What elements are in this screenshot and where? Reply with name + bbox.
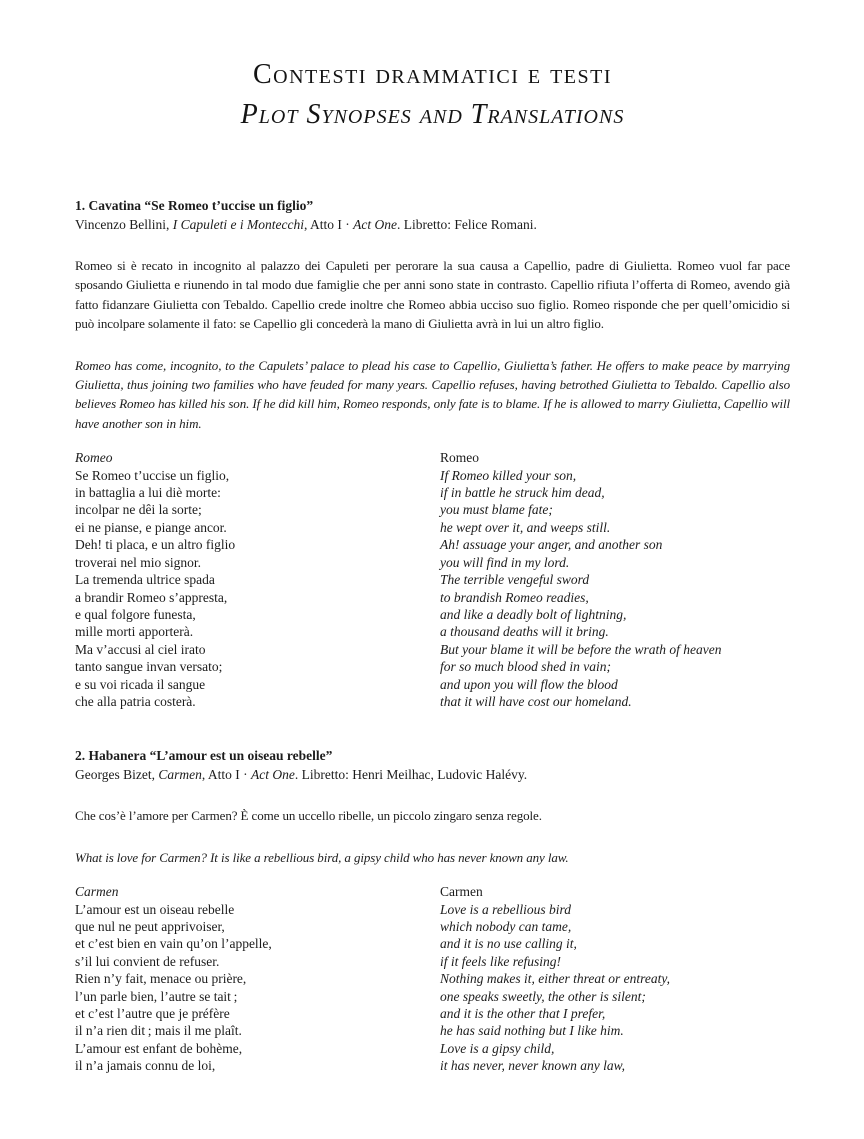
verse-line: Se Romeo t’uccise un figlio,	[75, 467, 230, 483]
page-header	[75, 56, 790, 134]
verse-line: incolpar ne dêi la sorte;	[75, 502, 202, 518]
synopsis-english: Romeo has come, incognito, to the Capulets’ palace to plead his case to Capellio, Giulietta’s father. He offers to make peace by marrying Giulietta, thus joining two families who have feuded for many years. Capellio refuses, having betrothed Giulietta to Tebaldo. Capellio also believes Romeo has killed his son. If he did kill him, Romeo responds, only fate is to blame. If he is allowed to marry Giulietta, Capellio will have another son in him.	[75, 357, 790, 431]
verse-line: troverai nel mio signor.	[75, 554, 201, 570]
verse-line: Ah! assuage your anger, and another son	[440, 537, 663, 553]
verse-line: Rien n’y fait, menace ou prière,	[75, 971, 247, 987]
verse-line: one speaks sweetly, the other is silent;	[440, 988, 646, 1004]
verse-line: La tremenda ultrice spada	[75, 572, 215, 588]
verse-line: it has never, never known any law,	[440, 1058, 625, 1074]
verse-line: If Romeo killed your son,	[440, 467, 577, 483]
verse-line: ei ne pianse, e piange ancor.	[75, 519, 227, 535]
section-credit-line	[75, 215, 790, 234]
opera-title: I Capuleti e i Montecchi	[172, 217, 305, 232]
act-label-italian: , Atto I ·	[304, 217, 354, 232]
section-habanera-bizet	[75, 746, 790, 1074]
verse-line: et c’est l’autre que je préfère	[75, 1006, 230, 1021]
verse-line: que nul ne peut apprivoiser,	[75, 918, 225, 934]
verse-line: Deh! ti placa, e un altro figlio	[75, 537, 236, 553]
verse-line: et c’est bien en vain qu’on l’appelle,	[75, 936, 272, 952]
verse-lines-original	[75, 901, 440, 1075]
speaker-name: Romeo	[75, 450, 113, 466]
librettist-credit: . Libretto: Henri Meilhac, Ludovic Halévy.	[294, 767, 528, 783]
section-heading: 1. Cavatina “Se Romeo t’uccise un figlio”	[75, 198, 314, 213]
verse-line: L’amour est un oiseau rebelle	[75, 901, 235, 917]
opera-title: Carmen	[158, 767, 202, 783]
verse-line: e su voi ricada il sangue	[75, 676, 206, 692]
verse-lines-translation	[440, 467, 805, 711]
page-title-english: Plot Synopses and Translations	[240, 99, 625, 130]
verse-column-translation	[440, 883, 805, 1074]
verse-line: and like a deadly bolt of lightning,	[440, 606, 627, 622]
section-credit-line	[75, 765, 790, 784]
verse-block	[75, 883, 790, 1074]
verse-line: you will find in my lord.	[440, 554, 570, 570]
verse-line: e qual folgore funesta,	[75, 606, 196, 622]
verse-line: if in battle he struck him dead,	[440, 485, 605, 501]
verse-line: il n’a rien dit ; mais il me plaît.	[75, 1023, 242, 1039]
verse-line: which nobody can tame,	[440, 918, 572, 934]
synopsis-italian: Che cos’è l’amore per Carmen? È come un uccello ribelle, un piccolo zingaro senza regole.	[75, 808, 542, 824]
verse-line: Ma v’accusi al ciel irato	[75, 641, 206, 657]
composer-name: Vincenzo Bellini,	[75, 217, 173, 232]
synopsis-italian: Romeo si è recato in incognito al palazzo dei Capuleti per perorare la sua causa a Capellio, padre di Giulietta. Romeo vuol far pace sposando Giulietta e riunendo in tal modo due famiglie che per anni sono state in contrasto. Capellio rifiuta l’offerta di Romeo, avendo già fatto fidanzare Giulietta con Tebaldo. Capellio crede inoltre che Romeo abbia ucciso suo figlio. Romeo risponde che per quell’omicidio si può incolpare solamente il fato: se Capellio gli concederà la mano di Giulietta avrà in lui un altro figlio.	[75, 258, 790, 332]
synopsis-english: What is love for Carmen? It is like a rebellious bird, a gipsy child who has never known any law.	[75, 849, 569, 865]
verse-line: and it is the other that I prefer,	[440, 1006, 606, 1021]
verse-line: that it will have cost our homeland.	[440, 693, 632, 709]
section-heading: 2. Habanera “L’amour est un oiseau rebelle”	[75, 748, 333, 764]
section-cavatina-bellini	[75, 196, 790, 710]
verse-line: Love is a gipsy child,	[440, 1040, 555, 1056]
act-label-italian: , Atto I ·	[201, 767, 251, 783]
verse-line: Nothing makes it, either threat or entreaty,	[440, 971, 670, 987]
speaker-name: Carmen	[440, 884, 483, 900]
verse-line: and upon you will flow the blood	[440, 676, 618, 692]
verse-line: to brandish Romeo readies,	[440, 589, 589, 605]
verse-line: a thousand deaths will it bring.	[440, 624, 609, 640]
verse-line: tanto sangue invan versato;	[75, 659, 223, 675]
verse-line: che alla patria costerà.	[75, 693, 196, 709]
verse-line: and it is no use calling it,	[440, 936, 577, 952]
act-label-english: Act One	[250, 767, 295, 783]
composer-name: Georges Bizet,	[75, 767, 159, 783]
librettist-credit: . Libretto: Felice Romani.	[397, 217, 537, 232]
verse-line: you must blame fate;	[440, 502, 553, 518]
verse-line: a brandir Romeo s’appresta,	[75, 589, 228, 605]
verse-lines-original	[75, 467, 440, 711]
speaker-name: Romeo	[440, 450, 479, 466]
verse-line: Love is a rebellious bird	[440, 901, 571, 917]
verse-line: l’un parle bien, l’autre se tait ;	[75, 988, 238, 1004]
verse-column-translation	[440, 449, 805, 710]
verse-block	[75, 449, 790, 710]
verse-line: s’il lui convient de refuser.	[75, 953, 220, 969]
verse-line: il n’a jamais connu de loi,	[75, 1058, 216, 1074]
verse-line: if it feels like refusing!	[440, 953, 561, 969]
verse-line: mille morti apporterà.	[75, 624, 194, 640]
verse-column-original	[75, 449, 440, 710]
verse-line: L’amour est enfant de bohème,	[75, 1040, 243, 1056]
page-title-italian: Contesti drammatici e testi	[252, 59, 613, 90]
verse-column-original	[75, 883, 440, 1074]
verse-line: But your blame it will be before the wrath of heaven	[440, 641, 722, 657]
speaker-name: Carmen	[75, 884, 119, 900]
verse-lines-translation	[440, 901, 805, 1075]
act-label-english: Act One	[353, 217, 397, 232]
verse-line: he has said nothing but I like him.	[440, 1023, 624, 1039]
verse-line: The terrible vengeful sword	[440, 572, 590, 588]
verse-line: in battaglia a lui diè morte:	[75, 485, 221, 501]
verse-line: he wept over it, and weeps still.	[440, 519, 611, 535]
verse-line: for so much blood shed in vain;	[440, 659, 611, 675]
